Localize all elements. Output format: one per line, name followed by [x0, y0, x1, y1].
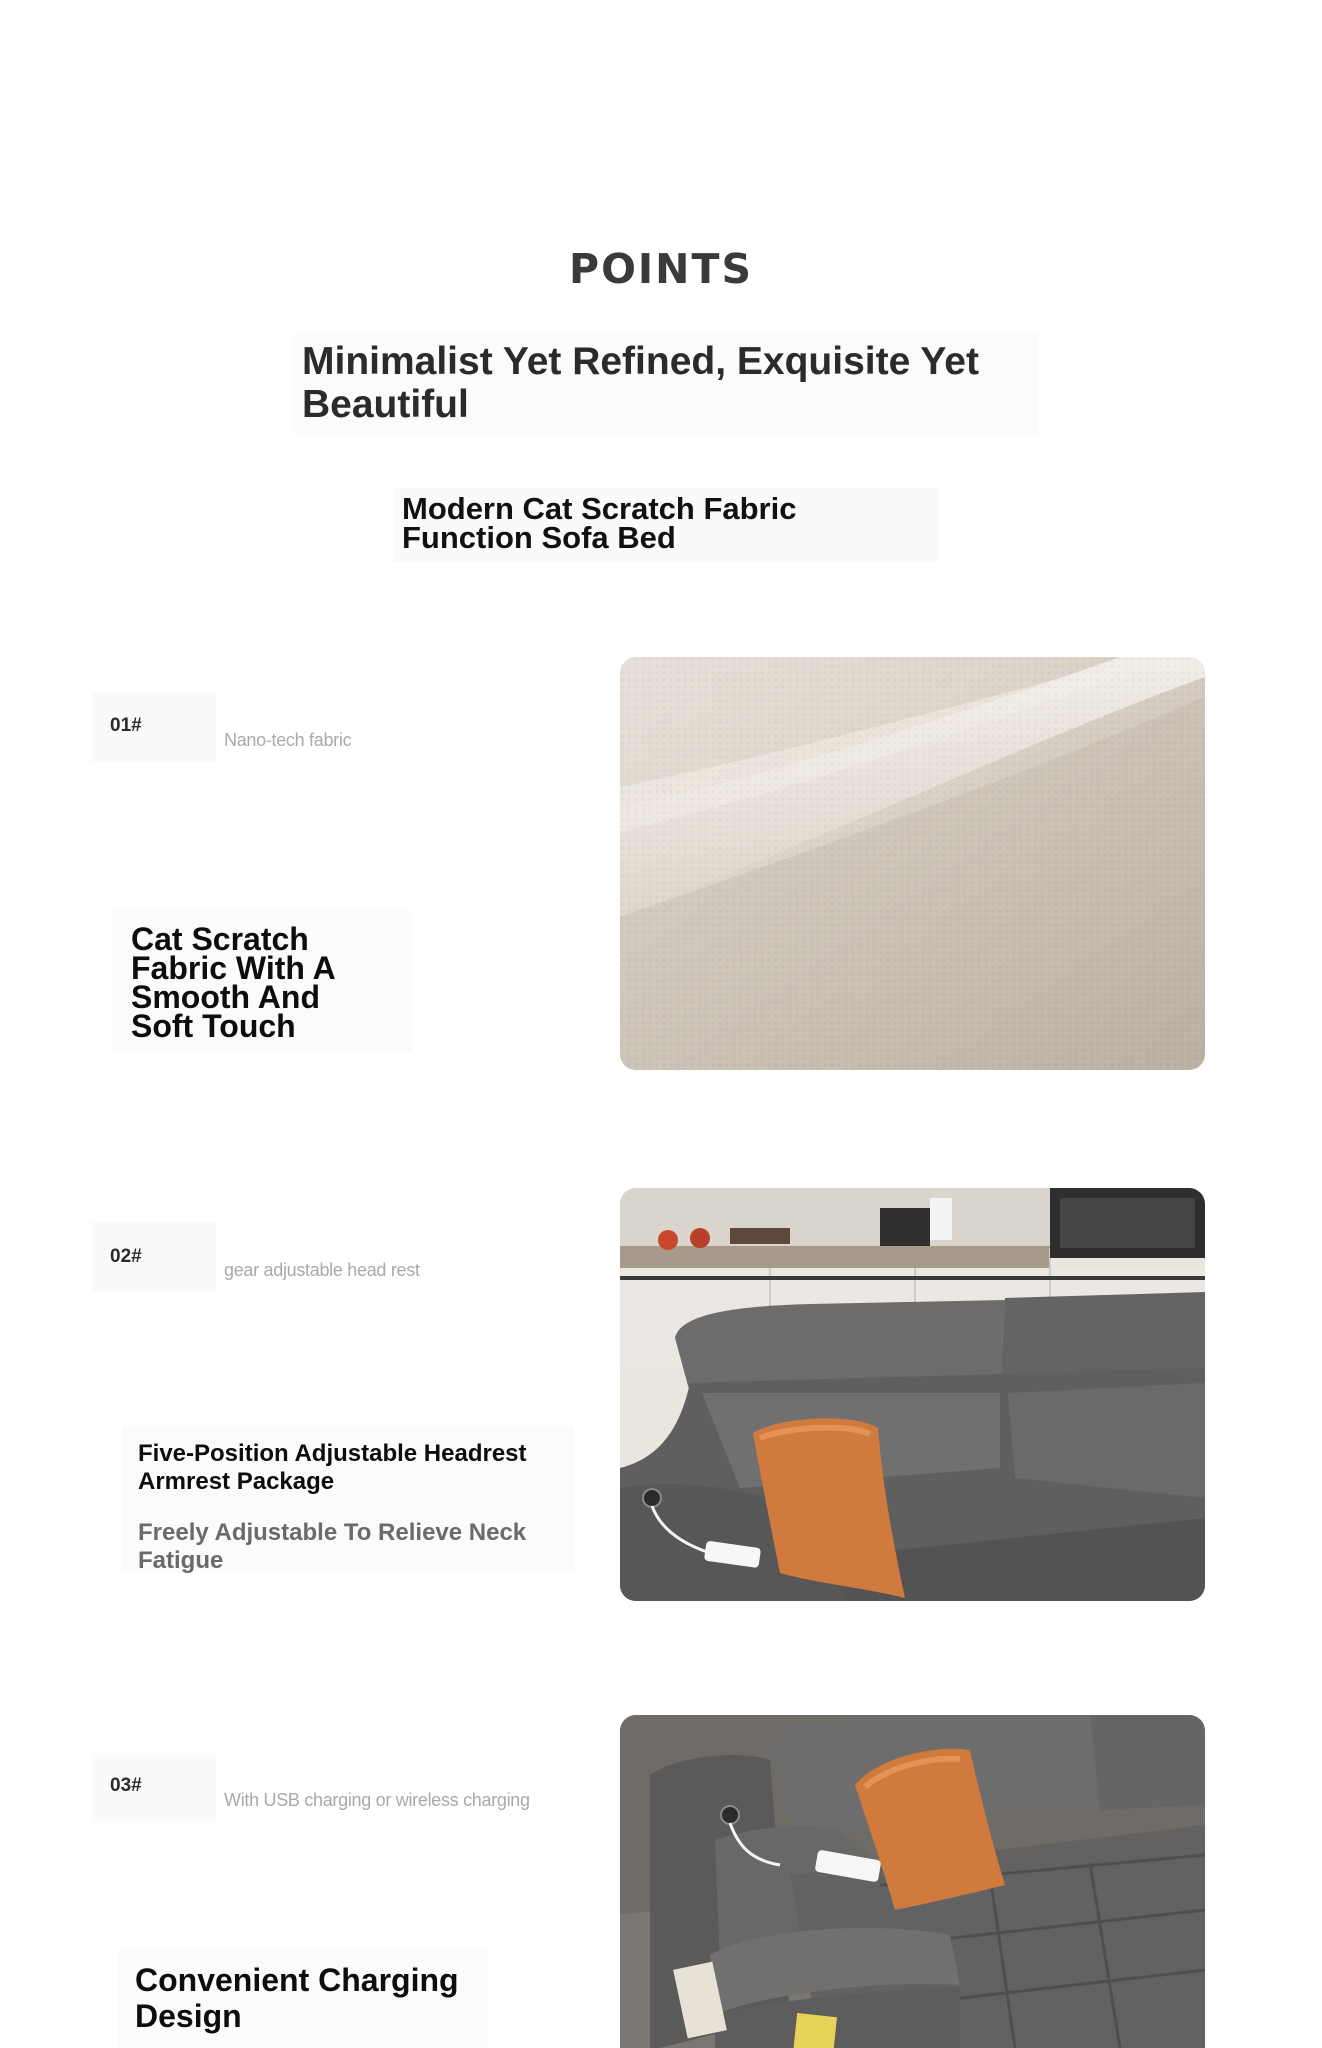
charging-sofa-illustration: [620, 1715, 1205, 2048]
feature-tag: Nano-tech fabric: [224, 730, 352, 750]
headrest-sofa-image: [620, 1188, 1205, 1601]
section-label: POINTS: [569, 245, 753, 293]
fabric-texture-image: [620, 657, 1205, 1070]
headrest-sofa-illustration: [620, 1188, 1205, 1601]
feature-number: 01#: [110, 715, 142, 736]
page-headline: Minimalist Yet Refined, Exquisite Yet Beautiful: [302, 340, 979, 426]
feature-subtitle: Freely Adjustable To Relieve Neck Fatigue: [138, 1519, 527, 1574]
feature-title: Convenient Charging Design: [135, 1962, 459, 2034]
feature-title: Five-Position Adjustable Headrest Armrest Package: [138, 1440, 527, 1495]
feature-number: 03#: [110, 1775, 142, 1796]
feature-tag: With USB charging or wireless charging: [224, 1790, 530, 1810]
fabric-texture-illustration: [620, 657, 1205, 1070]
product-name: Modern Cat Scratch Fabric Function Sofa Bed: [402, 491, 797, 555]
feature-tag: gear adjustable head rest: [224, 1260, 420, 1280]
charging-sofa-image: [620, 1715, 1205, 2048]
feature-title: Cat Scratch Fabric With A Smooth And Soft Touch: [131, 921, 335, 1044]
feature-number: 02#: [110, 1246, 142, 1267]
